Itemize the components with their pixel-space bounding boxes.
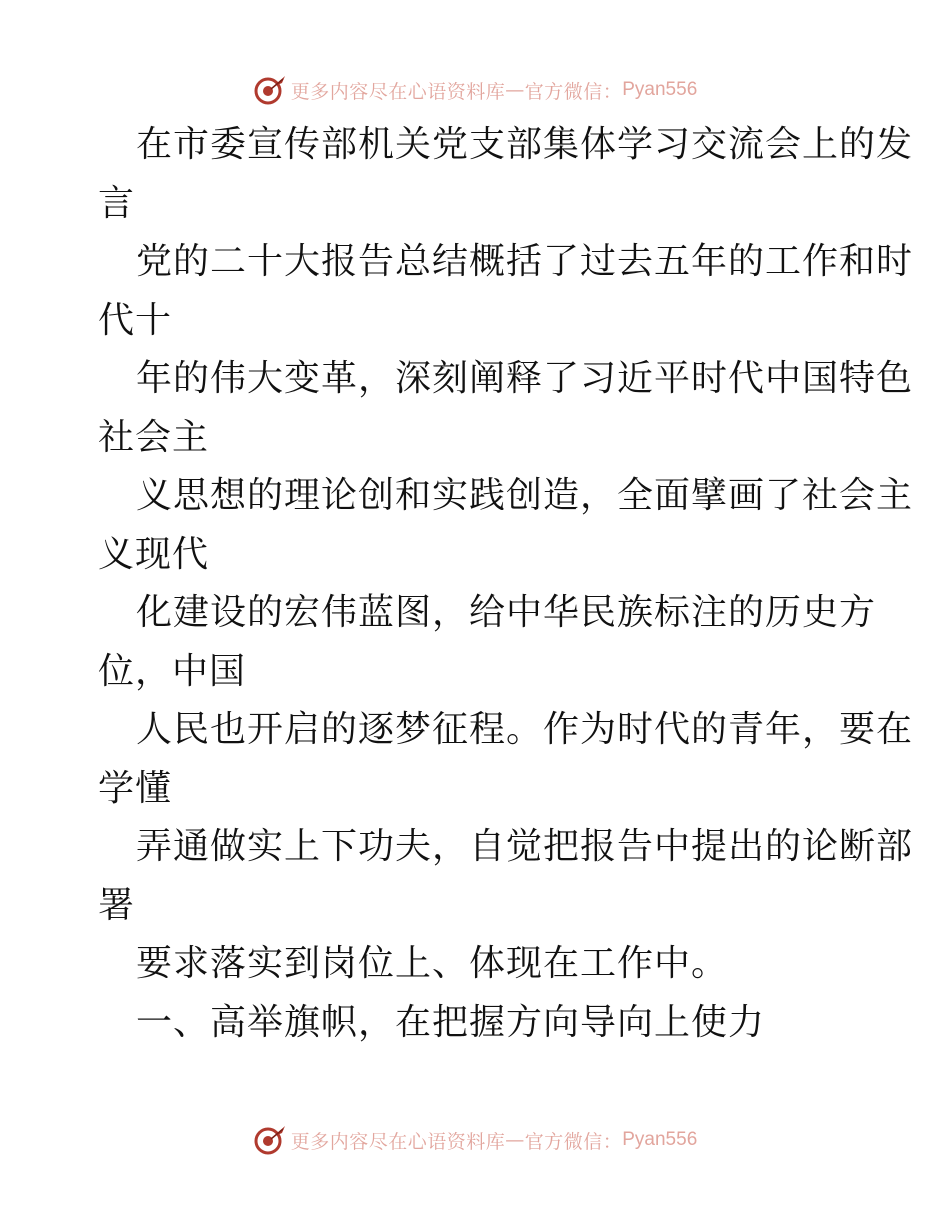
watermark-wechat-id: Pyan556 xyxy=(622,79,698,100)
text-line: 党的二十大报告总结概括了过去五年的工作和时 xyxy=(136,241,914,282)
watermark-wechat-label: 官方微信： xyxy=(524,80,623,103)
text-line: 年的伟大变革，深刻阐释了习近平时代中国特色 xyxy=(136,358,914,399)
text-line: 弄通做实上下功夫，自觉把报告中提出的论断部 xyxy=(136,826,914,867)
text-line: 在市委宣传部机关党支部集体学习交流会上的发 xyxy=(136,124,914,165)
text-line: 义思想的理论创和实践创造，全面擘画了社会主 xyxy=(136,475,914,516)
text-line: 要求落实到岗位上、体现在工作中。 xyxy=(136,943,729,984)
quill-seal-icon xyxy=(253,73,287,107)
text-line: 署 xyxy=(98,884,136,926)
header-watermark xyxy=(0,70,950,110)
text-line: 代十 xyxy=(98,299,173,341)
quill-seal-icon xyxy=(253,1123,287,1157)
watermark-separator: — xyxy=(505,79,525,101)
watermark-separator: — xyxy=(505,1129,525,1151)
watermark-text: 更多内容尽在心语资料库 xyxy=(290,1130,506,1153)
document-body xyxy=(98,116,914,1052)
section-heading: 一、高举旗帜，在把握方向导向上使力 xyxy=(136,1001,766,1043)
watermark-text: 更多内容尽在心语资料库 xyxy=(290,80,506,103)
text-line: 言 xyxy=(98,182,136,224)
text-line: 义现代 xyxy=(98,533,210,575)
text-line: 化建设的宏伟蓝图，给中华民族标注的历史方 xyxy=(136,592,877,633)
footer-watermark xyxy=(0,1120,950,1160)
text-line: 位，中国 xyxy=(98,650,247,692)
text-line: 人民也开启的逐梦征程。作为时代的青年，要在 xyxy=(136,709,914,750)
watermark-wechat-id: Pyan556 xyxy=(622,1129,698,1150)
text-line: 社会主 xyxy=(98,416,210,458)
watermark-wechat-label: 官方微信： xyxy=(524,1130,623,1153)
text-line: 学懂 xyxy=(98,767,173,809)
